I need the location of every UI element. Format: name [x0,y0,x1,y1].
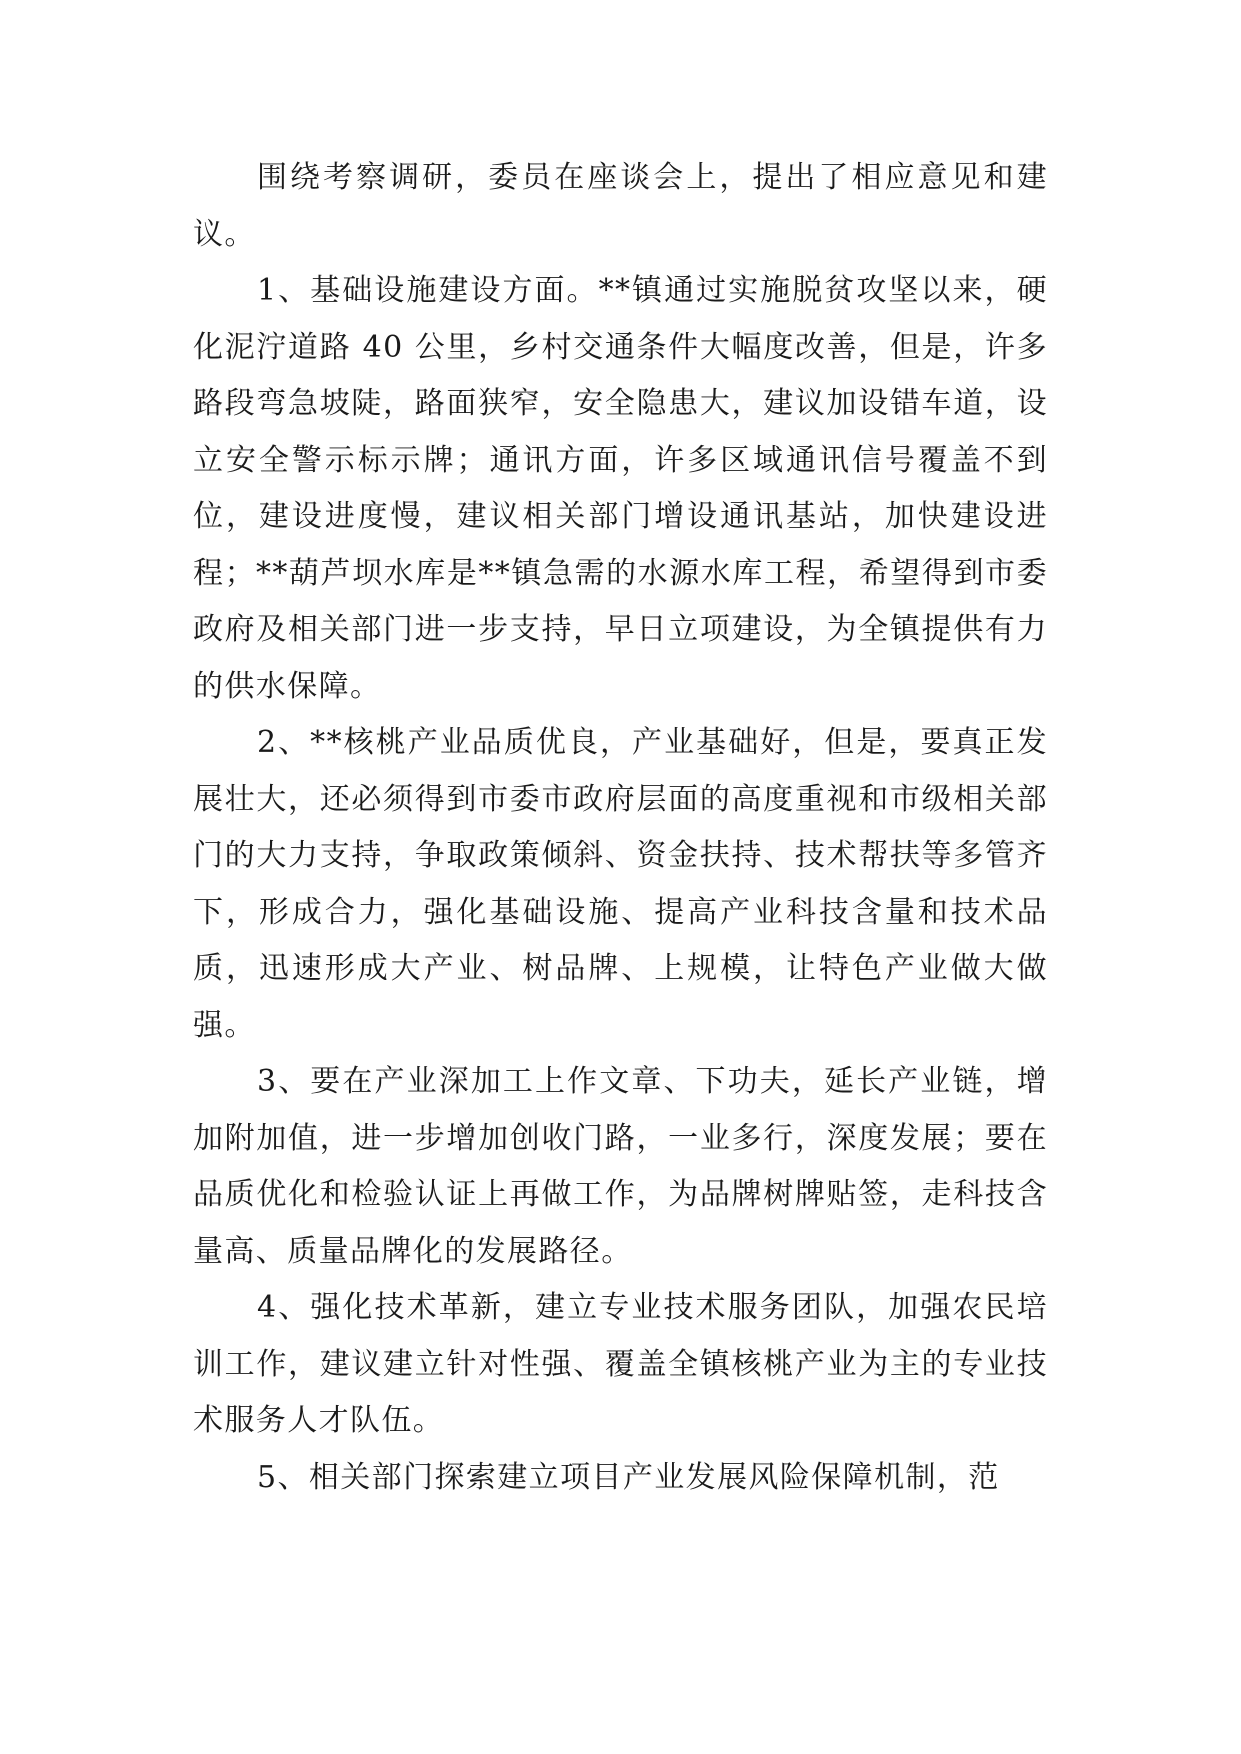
paragraph-item-4: 4、强化技术革新，建立专业技术服务团队，加强农民培训工作，建议建立针对性强、覆盖全镇核桃产业为主的专业技术服务人才队伍。 [193,1290,1048,1438]
paragraph-item-1: 1、基础设施建设方面。**镇通过实施脱贫攻坚以来，硬化泥泞道路 40 公里，乡村交通条件大幅度改善，但是，许多路段弯急坡陡，路面狭窄，安全隐患大，建议加设错车道，设立安全警示标示牌；通讯方面，许多区域通讯信号覆盖不到位，建设进度慢，建议相关部门增设通讯基站，加快建设进程；**葫芦坝水库是**镇急需的水源水库工程，希望得到市委政府及相关部门进一步支持，早日立项建设，为全镇提供有力的供水保障。 [193,273,1048,704]
paragraph-item-2: 2、**核桃产业品质优良，产业基础好，但是，要真正发展壮大，还必须得到市委市政府层面的高度重视和市级相关部门的大力支持，争取政策倾斜、资金扶持、技术帮扶等多管齐下，形成合力，强化基础设施、提高产业科技含量和技术品质，迅速形成大产业、树品牌、上规模，让特色产业做大做强。 [193,725,1048,1043]
paragraph-item-5: 5、相关部门探索建立项目产业发展风险保障机制，范 [257,1459,1000,1495]
paragraph-item-3: 3、要在产业深加工上作文章、下功夫，延长产业链，增加附加值，进一步增加创收门路，一业多行，深度发展；要在品质优化和检验认证上再做工作，为品牌树牌贴签，走科技含量高、质量品牌化的发展路径。 [193,1064,1048,1269]
paragraph-intro: 围绕考察调研，委员在座谈会上，提出了相应意见和建议。 [193,160,1048,252]
document-body [193,150,1048,1506]
